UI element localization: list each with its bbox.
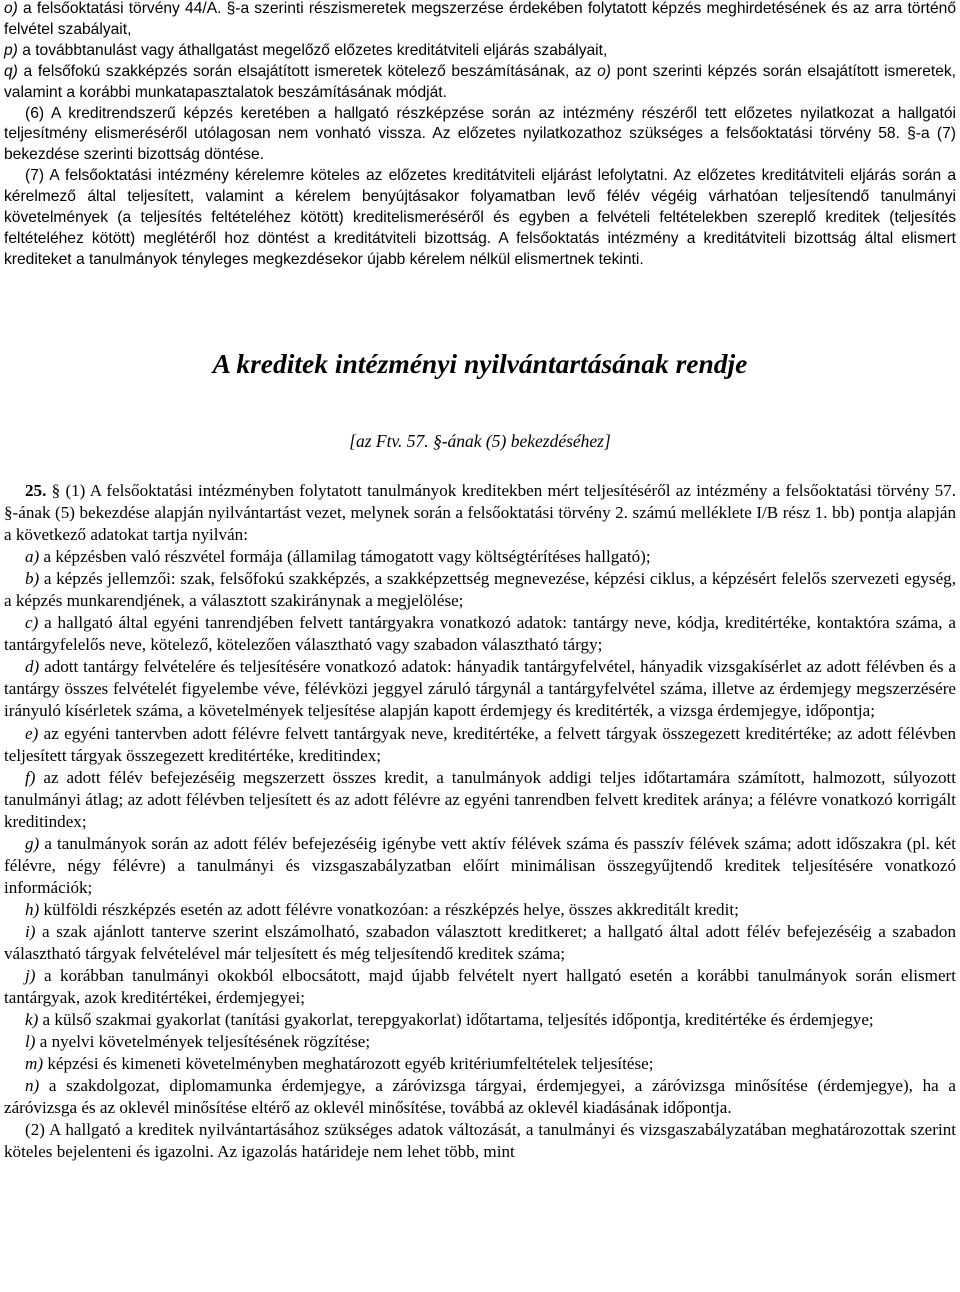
paragraph-7: (7) A felsőoktatási intézmény kérelemre köteles az előzetes kreditátviteli eljárást lefolytatni. Az előzetes kreditátviteli eljárás során a kérelmező által teljesített, valamint a kérelem benyújtásakor folyamatban levő félév végéig várhatóan teljesítendő tanulmányi követelmények (a teljesítés feltételéhez kötött) kreditelismeréséről és egyben a felvételi feltételekben szereplő kreditek (teljesítés feltételéhez kötött) meglétéről hoz döntést a kreditátviteli bizottság. A felsőoktatás intézmény a kreditátviteli bizottság által elismert krediteket a tanulmányok tényleges megkezdésekor újabb kérelem nélkül elismertnek tekinti. bbox=[4, 167, 956, 268]
list-item bbox=[4, 1075, 956, 1119]
item-letter: d) bbox=[25, 657, 40, 677]
item-letter: g) bbox=[25, 833, 40, 853]
item-reference: o) bbox=[597, 62, 611, 80]
item-text: az egyéni tantervben adott félévre felvett tantárgyak neve, kreditértéke, a felvett tárgyak összegezett kreditértéke; az adott félévben teljesített tárgyak összegezett kreditértéke, kreditindex; bbox=[4, 723, 956, 765]
section-intro-text: § (1) A felsőoktatási intézményben folytatott tanulmányok kreditekben mért teljesítéséről az intézmény a felsőoktatási törvény 57. §-ának (5) bekezdése alapján nyilvántartást vezet, melynek során a felsőoktatási törvény 2. számú melléklete I/B rész 1. bb) pontja alapján a következő adatokat tartja nyilván: bbox=[4, 481, 956, 545]
item-letter: p) bbox=[4, 41, 18, 59]
item-text: a felsőfokú szakképzés során elsajátított ismeretek kötelező beszámításának, az bbox=[17, 62, 598, 80]
item-letter: i) bbox=[25, 921, 36, 941]
section-25-intro bbox=[4, 480, 956, 546]
item-text: a képzésben való részvétel formája (államilag támogatott vagy költségtérítéses hallgató); bbox=[39, 547, 651, 567]
item-letter: h) bbox=[25, 899, 40, 919]
list-item-p bbox=[4, 41, 956, 62]
list-item bbox=[4, 1031, 956, 1053]
item-letter: a) bbox=[25, 547, 40, 567]
item-text: a felsőoktatási törvény 44/A. §-a szerinti részismeretek megszerzése érdekében folytatott képzés meghirdetésének és az arra történő felvétel szabályait, bbox=[4, 0, 956, 38]
list-item-o bbox=[4, 0, 956, 41]
item-text: a hallgató által egyéni tanrendjében felvett tantárgyakra vonatkozó adatok: tantárgy neve, kódja, kreditértéke, kontaktóra száma, a tantárgyfelelős neve, kötelező, kötelezően választható vagy szabadon választható tárgy; bbox=[4, 613, 956, 655]
item-letter: n) bbox=[25, 1076, 40, 1096]
item-letter: m) bbox=[25, 1054, 44, 1074]
item-text: a továbbtanulást vagy áthallgatást megelőző előzetes kreditátviteli eljárás szabályait, bbox=[17, 41, 608, 59]
item-letter: o) bbox=[4, 0, 18, 17]
list-item bbox=[4, 568, 956, 612]
item-letter: f) bbox=[25, 767, 36, 787]
data-items-list bbox=[4, 546, 956, 1119]
item-text: a tanulmányok során az adott félév befejezéséig igénybe vett aktív félévek száma és passzív félévek száma; adott időszakra (pl. két félévre, négy félévre) a tanulmányi és vizsgaszabályzatban előírt minimálisan összegyűjtendő kreditek teljesítésére vonatkozó információk; bbox=[4, 833, 956, 897]
item-letter: b) bbox=[25, 569, 40, 589]
list-item bbox=[4, 1009, 956, 1031]
item-text: adott tantárgy felvételére és teljesítésére vonatkozó adatok: hányadik tantárgyfelvétel, hányadik vizsgakísérlet az adott félévben és a tantárgy összes felvételét figyelembe véve, félévközi jeggyel záruló tárgynál a tantárgyfelvétel száma, illetve az érdemjegy megszerzésére irányuló kísérletek száma, a követelmények teljesítése alapján kapott érdemjegy és kreditérték, a vizsga érdemjegye, időpontja; bbox=[4, 657, 956, 721]
section-title: A kreditek intézményi nyilvántartásának rendje bbox=[212, 348, 748, 379]
item-letter: l) bbox=[25, 1032, 36, 1052]
list-item bbox=[4, 899, 956, 921]
item-letter: q) bbox=[4, 62, 18, 80]
item-letter: c) bbox=[25, 613, 39, 633]
paragraph-2: (2) A hallgató a kreditek nyilvántartásához szükséges adatok változását, a tanulmányi és vizsgaszabályzatában meghatározottak szerint köteles bejelenteni és igazolni. Az igazolás határideje nem lehet több, mint bbox=[4, 1120, 956, 1162]
section-25 bbox=[4, 480, 956, 1163]
item-text: a képzés jellemzői: szak, felsőfokú szakképzés, a szakképzettség megnevezése, képzési ciklus, a képzésért felelős szervezeti egység, a képzés munkarendjének, a választott szakiránynak a megjelölése; bbox=[4, 569, 956, 611]
list-item bbox=[4, 723, 956, 767]
item-text: a szak ajánlott tanterve szerint elszámolható, szabadon választott kreditkeret; a hallgató által adott félév befejezéséig a szabadon választható tárgyak felvételével már teljesített és még teljesítendő kreditek száma; bbox=[4, 921, 956, 963]
list-item bbox=[4, 656, 956, 722]
section-subtitle: [az Ftv. 57. §-ának (5) bekezdéséhez] bbox=[349, 431, 611, 451]
list-item bbox=[4, 612, 956, 656]
item-text: képzési és kimeneti követelményben meghatározott egyéb kritériumfeltételek teljesítése; bbox=[43, 1054, 654, 1074]
section-number: 25. bbox=[25, 481, 47, 500]
item-letter: k) bbox=[25, 1010, 39, 1030]
paragraph-6: (6) A kreditrendszerű képzés keretében a hallgató részképzése során az intézmény részéről tett előzetes nyilatkozat a hallgatói teljesítmény elismeréséről utólagosan nem vonható vissza. Az előzetes nyilatkozathoz szükséges a felsőoktatási törvény 58. §-a (7) bekezdése szerinti bizottság döntése. bbox=[4, 104, 956, 164]
item-text: a szakdolgozat, diplomamunka érdemjegye, a záróvizsga tárgyai, érdemjegyei, a záróvizsga minősítése (érdemjegye), ha a záróvizsga és az oklevél minősítése eltérő az oklevél minősítése, továbbá az oklevél kiadásának időpontja. bbox=[4, 1076, 956, 1118]
item-text: a nyelvi követelmények teljesítésének rögzítése; bbox=[35, 1032, 371, 1052]
list-item bbox=[4, 1053, 956, 1075]
list-item bbox=[4, 546, 956, 568]
list-item bbox=[4, 921, 956, 965]
previous-section-continuation bbox=[4, 0, 956, 271]
list-item bbox=[4, 833, 956, 899]
item-letter: e) bbox=[25, 723, 39, 743]
item-text: külföldi részképzés esetén az adott félévre vonatkozóan: a részképzés helye, összes akkreditált kredit; bbox=[39, 899, 739, 919]
item-text: a külső szakmai gyakorlat (tanítási gyakorlat, terepgyakorlat) időtartama, teljesítés időpontja, kreditértéke és érdemjegye; bbox=[38, 1010, 874, 1030]
list-item bbox=[4, 767, 956, 833]
item-text: a korábban tanulmányi okokból elbocsátott, majd újabb felvételt nyert hallgató esetén a korábbi tanulmányok során elismert tantárgyak, azok kreditértékei, érdemjegyei; bbox=[4, 966, 956, 1008]
list-item bbox=[4, 965, 956, 1009]
list-item-q bbox=[4, 62, 956, 104]
item-letter: j) bbox=[25, 966, 36, 986]
item-text: az adott félév befejezéséig megszerzett összes kredit, a tanulmányok addigi teljes időtartamára számított, halmozott, súlyozott tanulmányi átlag; az adott félévben teljesített és az adott félévre az egyéni tanrendben felvett kreditek aránya; a félévre vonatkozó korrigált kreditindex; bbox=[4, 767, 956, 831]
item-text: pont szerinti képzés során elsajátított ismeretek, valamint a korábbi munkatapasztalatok beszámításának módját. bbox=[4, 62, 957, 101]
